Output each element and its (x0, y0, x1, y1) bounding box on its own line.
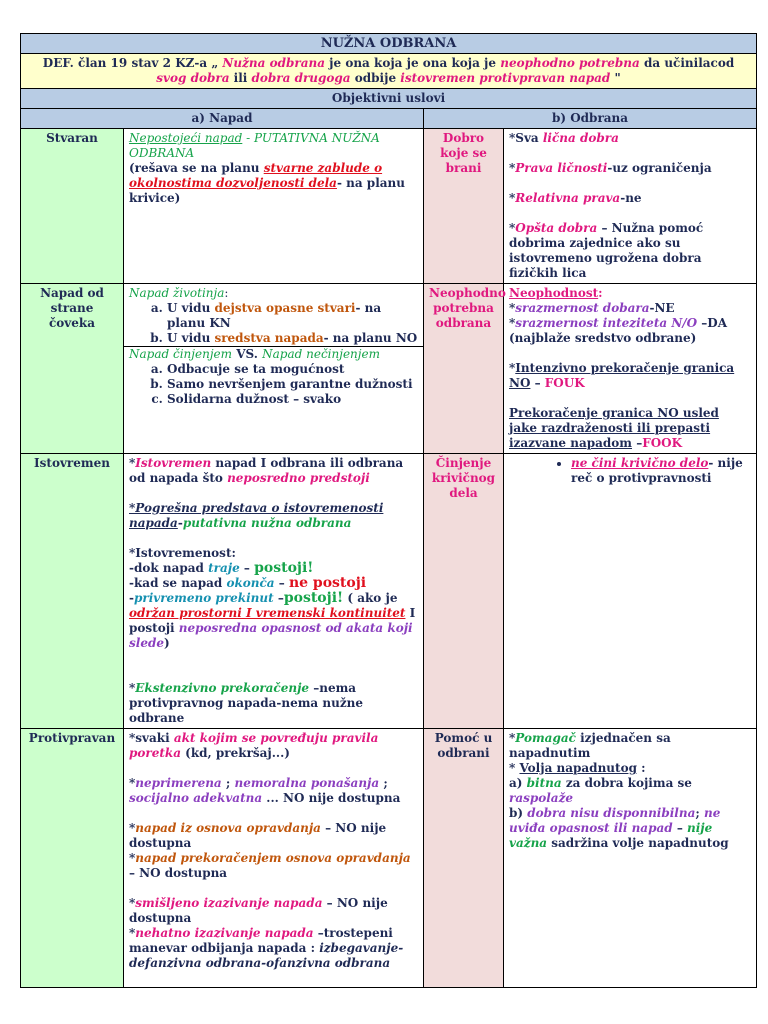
definition: DEF. član 19 stav 2 KZ-a „ Nužna odbrana je ona koja je ona koja je neophodno potrebna da učinilacod svog dobra ili dobra drugoga odbije istovremen protivpravan napad " (21, 54, 757, 89)
page-title: NUŽNA ODBRANA (21, 34, 757, 54)
istovremen-odbrana-cell (504, 454, 757, 729)
definition-row (21, 54, 757, 89)
nuzna-odbrana-table (20, 33, 757, 988)
list-item: b. U vidu sredstva napada- na planu NO (167, 331, 418, 346)
mid-label-cinjenje: Činjenje krivičnog dela (424, 454, 504, 729)
section-header: Objektivni uslovi (21, 89, 757, 109)
row-napad-od-strane-coveka (21, 284, 757, 454)
row-label-stvaran: Stvaran (21, 129, 124, 284)
row-label-protivpravan: Protivpravan (21, 729, 124, 988)
bullet-list (509, 456, 751, 486)
list-item: • ne čini krivično delo- nije reč o protivpravnosti (571, 456, 751, 486)
mid-label-neophodno: Neophodno potrebna odbrana (424, 284, 504, 454)
istovremen-napad-cell: *Istovremen napad I odbrana ili odbrana od napada što neposredno predstoji *Pogrešna predstava o istovremenosti napada-putativna nužna odbrana *Istovremenost: -dok napad traje – postoji! -kad se napad okonča – ne postoji -privremeno prekinut –postoji! ( ako je održan prostorni I vremenski kontinuitet I postoji neposredna opasnost od akata koji slede) *Ekstenzivno prekoračenje –nema protivpravnog napada-nema nužne odbrane (124, 454, 424, 729)
row-protivpravan (21, 729, 757, 988)
section-header-row (21, 89, 757, 109)
napad-cinjenjem-subsection: Napad činjenjem VS. Napad nečinjenjem a. Odbacuje se ta mogućnost b. Samo nevršenjem garantne dužnosti c. Solidarna dužnost – svako (124, 346, 423, 407)
protivpravan-odbrana-cell: *Pomagač izjednačen sa napadnutim * Volja napadnutog : a) bitna za dobra kojima se raspolaže b) dobra nisu disponnibilna; ne uviđa opasnost ili napad – nije važna sadržina volje napadnutog (504, 729, 757, 988)
list-item: a. Odbacuje se ta mogućnost (167, 362, 418, 377)
column-header-napad: a) Napad (21, 109, 424, 129)
row-label-napad: Napad od strane čoveka (21, 284, 124, 454)
protivpravan-napad-cell: *svaki akt kojim se povređuju pravila poretka (kd, prekršaj...) *neprimerena ; nemoralna ponašanja ; socijalno adekvatna ... NO nije dostupna *napad iz osnova opravdanja – NO nije dostupna *napad prekoračenjem osnova opravdanja – NO dostupna *smišljeno izazivanje napada – NO nije dostupna *nehatno izazivanje napada –trostepeni manevar odbijanja napada : izbegavanje-defanzivna odbrana-ofanzivna odbrana (124, 729, 424, 988)
row-label-istovremen: Istovremen (21, 454, 124, 729)
napad-napad-cell: Napad životinja: a. U vidu dejstva opasne stvari- na planu KN b. U vidu sredstva napada- na planu NO Napad činjenjem VS. Napad nečinjenjem a. Odbacuje se ta mogućnost b. Samo nevršenjem garantne dužnosti c. Solidarna dužnost – svako (124, 284, 424, 454)
row-stvaran (21, 129, 757, 284)
list-item: b. Samo nevršenjem garantne dužnosti (167, 377, 418, 392)
stvaran-napad-cell: Nepostojeći napad - PUTATIVNA NUŽNA ODBRANA (rešava se na planu stvarne zablude o okolnostima dozvoljenosti dela- na planu krivice) (124, 129, 424, 284)
mid-label-dobro: Dobro koje se brani (424, 129, 504, 284)
napad-odbrana-cell: Neophodnost: *srazmernost dobara-NE *srazmernost inteziteta N/O –DA (najblaže sredstvo odbrane) *Intenzivno prekoračenje granica NO – FOUK Prekoračenje granica NO usled jake razdraženosti ili prepasti izazvane napadom –FOOK (504, 284, 757, 454)
stvaran-odbrana-cell: *Sva lična dobra *Prava ličnosti-uz ograničenja *Relativna prava-ne *Opšta dobra – Nužna pomoć dobrima zajednice ako su istovremeno ugrožena dobra fizičkih lica (504, 129, 757, 284)
list-item: a. U vidu dejstva opasne stvari- na planu KN (167, 301, 418, 331)
mid-label-pomoc: Pomoć u odbrani (424, 729, 504, 988)
column-header-row (21, 109, 757, 129)
title-row (21, 34, 757, 54)
row-istovremen (21, 454, 757, 729)
list-item: c. Solidarna dužnost – svako (167, 392, 418, 407)
column-header-odbrana: b) Odbrana (424, 109, 757, 129)
